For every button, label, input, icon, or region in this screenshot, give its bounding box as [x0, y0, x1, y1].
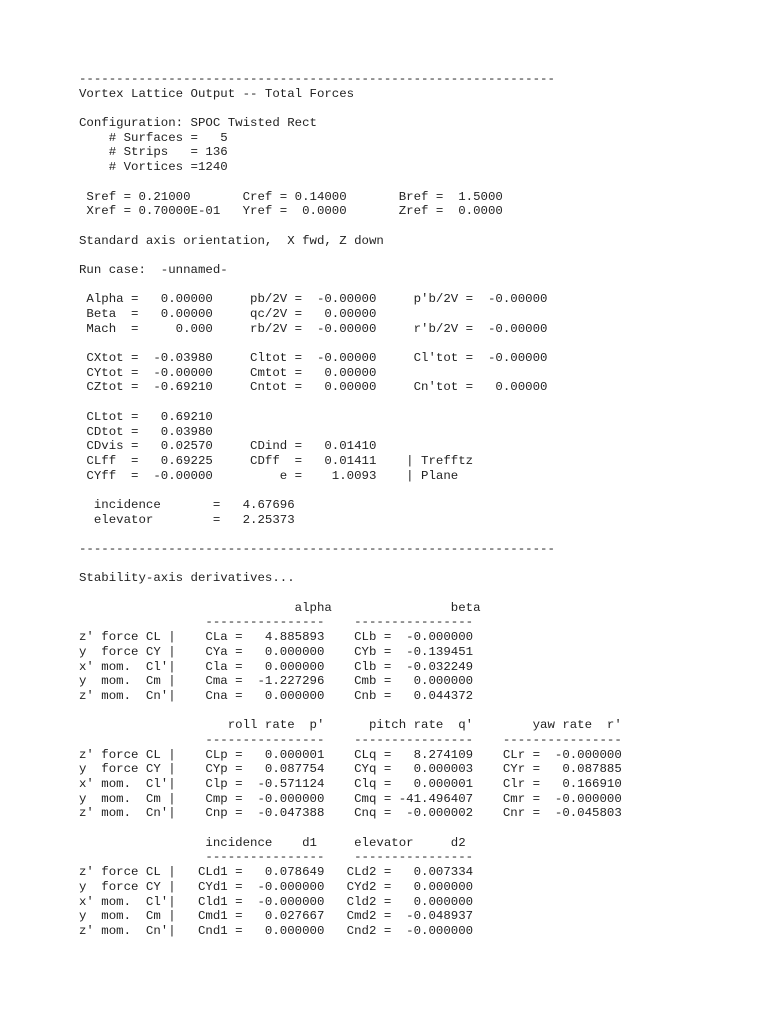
output-title: Vortex Lattice Output -- Total Forces — [79, 86, 355, 101]
text-line: y mom. Cm | Cma = -1.227296 Cmb = 0.000000 — [79, 674, 474, 689]
blank-line — [79, 704, 759, 719]
text-line: CDvis = 0.02570 CDind = 0.01410 — [79, 439, 377, 454]
text-line: Stability-axis derivatives... — [79, 571, 295, 586]
text-line: Standard axis orientation, X fwd, Z down — [79, 233, 384, 248]
text-line: CLff = 0.69225 CDff = 0.01411 | Trefftz — [79, 453, 474, 468]
blank-line — [79, 101, 759, 116]
text-line: z' mom. Cn'| Cna = 0.000000 Cnb = 0.044372 — [79, 688, 474, 703]
text-line: ---------------- ---------------- — [79, 850, 474, 865]
text-line: y mom. Cm | Cmd1 = 0.027667 Cmd2 = -0.048937 — [79, 909, 474, 924]
text-line: y force CY | CYd1 = -0.000000 CYd2 = 0.000000 — [79, 879, 474, 894]
text-line: elevator = 2.25373 — [79, 512, 295, 527]
blank-line — [79, 821, 759, 836]
text-line: CDtot = 0.03980 — [79, 424, 213, 439]
separator-line: ---------------------------------------------------------------- — [79, 72, 555, 86]
text-line: incidence = 4.67696 — [79, 497, 295, 512]
text-line: x' mom. Cl'| Cld1 = -0.000000 Cld2 = 0.000000 — [79, 894, 474, 909]
text-line: y force CY | CYa = 0.000000 CYb = -0.139451 — [79, 644, 474, 659]
text-line: y force CY | CYp = 0.087754 CYq = 0.000003 CYr = 0.087885 — [79, 762, 622, 777]
text-line: CXtot = -0.03980 Cltot = -0.00000 Cl'tot = -0.00000 — [79, 351, 548, 366]
separator-line: ---------------------------------------------------------------- — [79, 542, 555, 556]
text-line: z' mom. Cn'| Cnp = -0.047388 Cnq = -0.000002 Cnr = -0.045803 — [79, 806, 622, 821]
blank-line — [79, 278, 759, 293]
blank-line — [79, 219, 759, 234]
text-line: CZtot = -0.69210 Cntot = 0.00000 Cn'tot = 0.00000 — [79, 380, 548, 395]
blank-line — [79, 483, 759, 498]
text-line: alpha beta — [79, 600, 481, 615]
text-line: z' force CL | CLp = 0.000001 CLq = 8.274109 CLr = -0.000000 — [79, 747, 622, 762]
text-line: CYtot = -0.00000 Cmtot = 0.00000 — [79, 365, 377, 380]
text-line: y mom. Cm | Cmp = -0.000000 Cmq = -41.496407 Cmr = -0.000000 — [79, 791, 622, 806]
blank-line — [79, 586, 759, 601]
text-line: Configuration: SPOC Twisted Rect — [79, 116, 317, 131]
text-line: x' mom. Cl'| Cla = 0.000000 Clb = -0.032249 — [79, 659, 474, 674]
text-line: # Surfaces = 5 — [79, 130, 228, 145]
text-line: # Vortices =1240 — [79, 160, 228, 175]
blank-line — [79, 248, 759, 263]
text-line: z' force CL | CLd1 = 0.078649 CLd2 = 0.007334 — [79, 865, 474, 880]
text-line: # Strips = 136 — [79, 145, 228, 160]
text-line: Alpha = 0.00000 pb/2V = -0.00000 p'b/2V = -0.00000 — [79, 292, 548, 307]
text-line: z' force CL | CLa = 4.885893 CLb = -0.000000 — [79, 630, 474, 645]
text-line: Run case: -unnamed- — [79, 262, 228, 277]
text-line: Sref = 0.21000 Cref = 0.14000 Bref = 1.5000 — [79, 189, 503, 204]
text-line: roll rate p' pitch rate q' yaw rate r' — [79, 718, 622, 733]
vortex-lattice-output-document — [79, 72, 759, 939]
text-line: CYff = -0.00000 e = 1.0093 | Plane — [79, 468, 459, 483]
text-line: incidence d1 elevator d2 — [79, 835, 466, 850]
blank-line — [79, 527, 759, 542]
text-line: CLtot = 0.69210 — [79, 409, 213, 424]
blank-line — [79, 395, 759, 410]
text-line: Mach = 0.000 rb/2V = -0.00000 r'b/2V = -0.00000 — [79, 321, 548, 336]
text-line: Beta = 0.00000 qc/2V = 0.00000 — [79, 307, 377, 321]
blank-line — [79, 557, 759, 572]
blank-line — [79, 336, 759, 351]
text-line: Xref = 0.70000E-01 Yref = 0.0000 Zref = 0.0000 — [79, 204, 503, 219]
text-line: ---------------- ---------------- — [79, 615, 474, 630]
text-line: x' mom. Cl'| Clp = -0.571124 Clq = 0.000001 Clr = 0.166910 — [79, 777, 622, 791]
text-line: ---------------- ---------------- ---------------- — [79, 732, 622, 747]
text-line: z' mom. Cn'| Cnd1 = 0.000000 Cnd2 = -0.000000 — [79, 923, 474, 938]
blank-line — [79, 175, 759, 190]
